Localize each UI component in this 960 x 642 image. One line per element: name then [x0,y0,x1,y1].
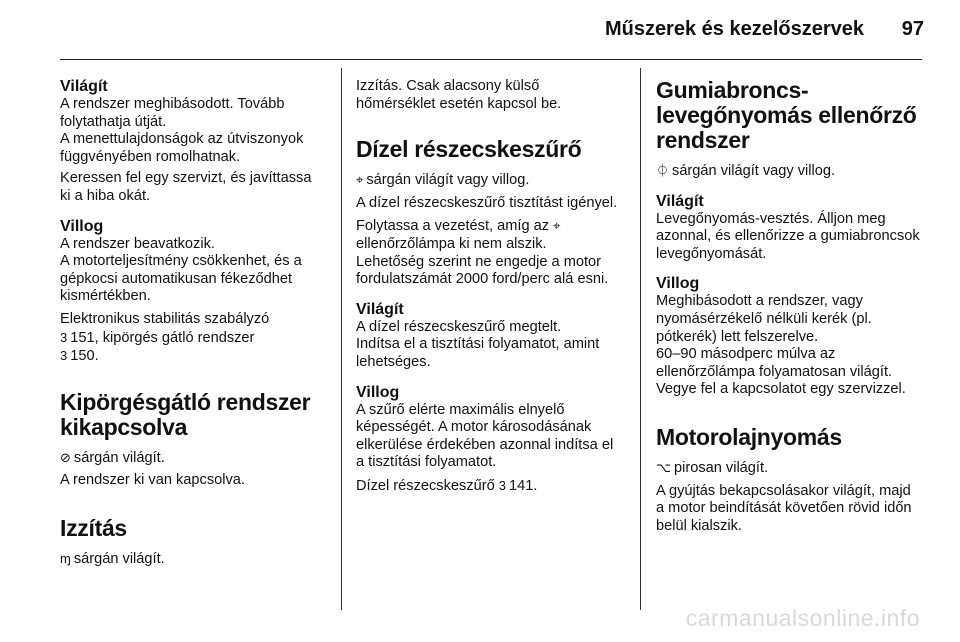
oil-pressure-icon: ⌥ [656,459,671,475]
paragraph: Izzítás. Csak alacsony külső hőmérséklet esetén kapcsol be. [356,78,562,112]
diesel-particle-filter-icon: ⌖ [356,172,364,188]
paragraph: A dízel részecskeszűrő megtelt. [356,318,562,335]
paragraph: ⌥ pirosan világít. [656,459,769,476]
section-title: Izzítás [60,514,127,541]
section-heading: Világít [656,192,704,210]
paragraph: A menettulajdonságok az útviszonyok függvényében romolhatnak. [60,131,304,165]
paragraph: 60–90 másodperc múlva az ellenőrzőlámpa folyamatosan világít. Vegye fel a kapcsolatot egy szervizzel. [656,346,906,398]
glow-plug-icon: ɱ [60,550,71,566]
cross-reference[interactable] [60,347,326,366]
paragraph: ⌖ sárgán világít vagy villog. [356,172,530,189]
paragraph: ⏀ sárgán világít vagy villog. [656,163,836,179]
column-divider [640,68,641,610]
paragraph: ⊘ sárgán világít. [60,449,165,466]
paragraph: Levegőnyomás-vesztés. Álljon meg azonnal, és ellenőrizze a gumiabroncsok levegőnyomását. [656,210,920,262]
section-title: Gumiabroncs-levegőnyomás ellenőrző rendszer [656,77,917,153]
paragraph: Meghibásodott a rendszer, vagy nyomásérzékelő nélküli kerék (pl. pótkerék) lett felszerelve. [656,293,872,345]
section-heading: Világít [356,300,404,318]
header-title: Műszerek és kezelőszervek [604,18,864,40]
header-rule [60,59,922,60]
section-title: Dízel részecskeszűrő [356,136,582,163]
paragraph: A gyújtás bekapcsolásakor világít, majd a motor beindítását követően rövid időn belül kialszik. [656,482,912,534]
diesel-particle-filter-icon: ⌖ [553,218,561,234]
page-number: 97 [901,18,924,40]
column-middle [356,78,622,496]
paragraph: Lehetőség szerint ne engedje a motor fordulatszámát 2000 ford/perc alá esni. [356,253,609,288]
cross-reference[interactable] [356,477,622,496]
watermark: carmanualsonline.info [685,605,920,631]
section-heading: Villog [60,217,104,235]
paragraph: A dízel részecskeszűrő tisztítást igényel. [356,194,618,211]
reference-arrow-icon: 3 [60,348,68,364]
section-heading: Villog [356,383,400,401]
paragraph: ɱ sárgán világít. [60,550,165,567]
column-right [656,78,922,535]
cross-reference[interactable] [60,329,326,348]
reference-text: 150. [70,348,99,365]
section-title: Kipörgésgátló rendszer kikapcsolva [60,388,311,440]
column-divider [341,68,342,610]
paragraph: Keressen fel egy szervizt, és javíttassa ki a hiba okát. [60,170,312,204]
paragraph: A rendszer ki van kapcsolva. [60,472,245,489]
section-heading: Villog [656,275,700,293]
paragraph: A szűrő elérte maximális elnyelő képességét. A motor károsodásának elkerülése érdekében azonnal indítsa el a tisztítási folyamatot. [356,401,614,471]
section-heading: Világít [60,78,108,95]
column-left [60,78,326,569]
paragraph: A rendszer beavatkozik. [60,235,215,252]
reference-arrow-icon: 3 [498,477,506,493]
reference-text: Dízel részecskeszűrő [356,477,495,494]
paragraph: A rendszer meghibásodott. Tovább folytathatja útját. [60,96,285,130]
paragraph: Elektronikus stabilitás szabályzó [60,310,270,327]
paragraph: Indítsa el a tisztítási folyamatot, amint lehetséges. [356,336,600,370]
reference-text: 151, kipörgés gátló rendszer [70,329,255,346]
paragraph: A motorteljesítmény csökkenhet, és a gépkocsi automatikusan fékeződhet kismértékben. [60,253,302,305]
reference-arrow-icon: 3 [60,329,68,345]
section-title: Motorolajnyomás [656,423,842,450]
tyre-pressure-icon: ⏀ [656,163,670,178]
reference-text: 141. [508,477,538,494]
paragraph: Folytassa a vezetést, amíg az ⌖ [356,218,561,235]
traction-control-off-icon: ⊘ [60,449,71,465]
paragraph: ellenőrzőlámpa ki nem alszik. [356,235,547,252]
